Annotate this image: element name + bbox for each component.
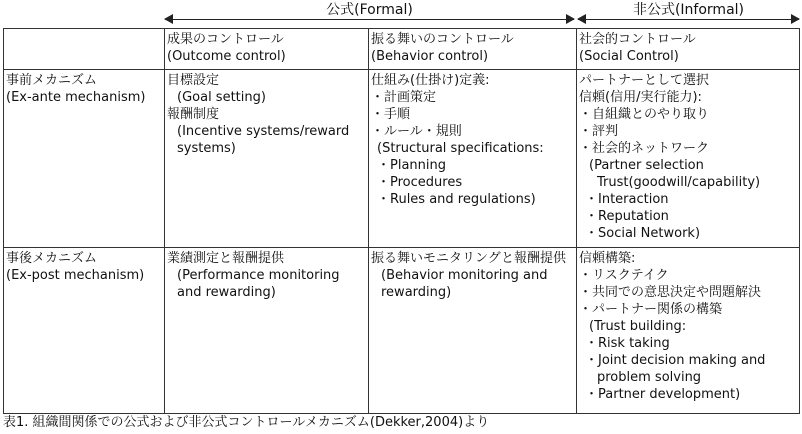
cell-line: (Structural specifications: <box>377 141 544 156</box>
cell-line: 報酬制度 <box>167 107 220 122</box>
cell-line: ・Planning <box>377 158 446 173</box>
cell-line: ・Interaction <box>585 192 669 207</box>
cell-line: ・共同での意思決定や問題解決 <box>579 285 762 300</box>
table-header-row <box>4 29 800 70</box>
cell-line: (Goal setting) <box>177 90 266 105</box>
cell-line: ・パートナー関係の構築 <box>579 302 723 317</box>
cell-line: ・自組織とのやり取り <box>579 107 710 122</box>
cell-line: and rewarding) <box>177 285 276 300</box>
formal-label: 公式(Formal) <box>323 2 416 18</box>
column-title-jp: 成果のコントロール <box>167 32 284 47</box>
cell-line: 信頼(信用/実行能力): <box>579 90 702 105</box>
cell-line: 目標設定 <box>167 73 220 88</box>
cell-ex-post-outcome <box>165 248 369 414</box>
control-mechanism-table <box>3 28 800 414</box>
row-title-jp: 事後メカニズム <box>6 251 98 266</box>
cell-line: rewarding) <box>381 285 452 300</box>
formal-span-arrow <box>165 0 574 26</box>
formal-arrow-line <box>165 19 574 20</box>
cell-ex-post-behavior <box>369 248 577 414</box>
cell-line: ・Rules and regulations) <box>377 192 536 207</box>
cell-line: ・リスクテイク <box>579 268 669 283</box>
cell-line: ・手順 <box>371 107 411 122</box>
cell-line: ・社会的ネットワーク <box>579 141 710 156</box>
cell-line: (Performance monitoring <box>177 268 340 283</box>
cell-line: problem solving <box>597 370 702 385</box>
cell-line: Trust(goodwill/capability) <box>597 175 761 190</box>
column-header-outcome <box>165 29 369 70</box>
column-title-en: (Outcome control) <box>167 49 286 64</box>
column-header-social <box>577 29 800 70</box>
row-title-jp: 事前メカニズム <box>6 73 98 88</box>
cell-line: ・評判 <box>579 124 619 139</box>
cell-line: パートナーとして選択 <box>579 73 710 88</box>
cell-line: ・ルール・規則 <box>371 124 462 139</box>
row-title-en: (Ex-post mechanism) <box>6 268 145 283</box>
row-title-en: (Ex-ante mechanism) <box>6 90 146 105</box>
informal-label: 非公式(Informal) <box>630 2 747 18</box>
table-caption: 表1. 組織間関係での公式および非公式コントロールメカニズム(Dekker,2004)より <box>3 415 490 430</box>
row-header-ex-post <box>4 248 165 414</box>
row-header-ex-ante <box>4 70 165 248</box>
cell-line: (Trust building: <box>589 319 687 334</box>
column-title-en: (Behavior control) <box>371 49 489 64</box>
cell-line: 仕組み(仕掛け)定義: <box>371 73 490 88</box>
cell-ex-ante-behavior <box>369 70 577 248</box>
cell-line: ・Joint decision making and <box>585 353 766 368</box>
cell-line: ・Risk taking <box>585 336 670 351</box>
column-header-behavior <box>369 29 577 70</box>
cell-line: ・Partner development) <box>585 387 741 402</box>
column-title-en: (Social Control) <box>579 49 679 64</box>
corner-cell <box>4 29 165 70</box>
cell-line: (Incentive systems/reward <box>177 124 350 139</box>
cell-line: 振る舞いモニタリングと報酬提供 <box>371 251 567 266</box>
column-title-jp: 社会的コントロール <box>579 32 696 47</box>
table-row-ex-ante <box>4 70 800 248</box>
cell-ex-ante-social <box>577 70 800 248</box>
cell-line: ・Procedures <box>377 175 463 190</box>
cell-line: 信頼構築: <box>579 251 636 266</box>
cell-line: ・Social Network) <box>585 226 701 241</box>
cell-line: 業績測定と報酬提供 <box>167 251 285 266</box>
cell-line: (Behavior monitoring and <box>381 268 548 283</box>
cell-line: systems) <box>177 141 236 156</box>
cell-ex-ante-outcome <box>165 70 369 248</box>
cell-line: ・計画策定 <box>371 90 437 105</box>
cell-ex-post-social <box>577 248 800 414</box>
informal-span-arrow <box>578 0 799 26</box>
cell-line: (Partner selection <box>589 158 704 173</box>
informal-arrow-line <box>578 19 799 20</box>
column-title-jp: 振る舞いのコントロール <box>371 32 514 47</box>
table-row-ex-post <box>4 248 800 414</box>
cell-line: ・Reputation <box>585 209 669 224</box>
